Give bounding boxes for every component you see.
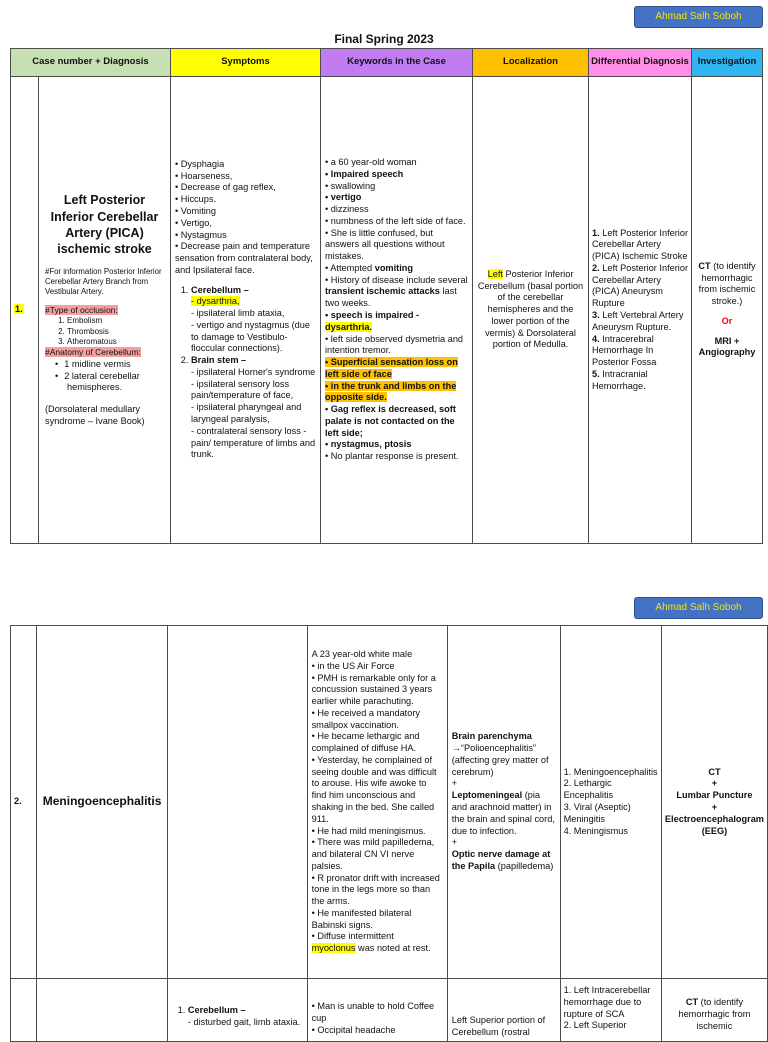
symptoms-cell xyxy=(167,979,307,1042)
occlusion-label: #Type of occlusion: xyxy=(45,304,118,315)
highlight-keyword: • in the trunk and limbs on the opposite side. xyxy=(325,380,457,403)
header-investigation: Investigation xyxy=(692,49,763,77)
anatomy-item: • 1 midline vermis xyxy=(67,359,164,371)
keyword-item: • dizziness xyxy=(325,204,369,215)
keyword-item: • Gag reflex is decreased, soft palate is not contacted on the left side; xyxy=(325,404,456,438)
symptom-sections xyxy=(175,285,316,461)
header-case-diagnosis: Case number + Diagnosis xyxy=(11,49,171,77)
loc-plus: + xyxy=(451,837,458,848)
keyword-item: • He became lethargic and complained of diffuse HA. xyxy=(311,731,420,754)
occlusion-list xyxy=(45,316,164,347)
diagnosis-cell xyxy=(36,626,167,979)
differential-item: 4. Intracerebral Hemorrhage In Posterior Fossa xyxy=(592,333,657,368)
localization-cell xyxy=(447,626,560,979)
differential-item: 1. Left Intracerebellar hemorrhage due to rupture of SCA xyxy=(563,985,651,1019)
differential-item: 3. Viral (Aseptic) Meningitis xyxy=(563,802,631,824)
section-title: Cerebellum – xyxy=(191,284,249,295)
header-differential: Differential Diagnosis xyxy=(589,49,692,77)
differential-cell xyxy=(560,626,661,979)
symptom-item: • Vomiting xyxy=(175,205,217,216)
localization-text: Left Superior portion of Cerebellum (rostral xyxy=(451,1015,546,1037)
loc-plus: + xyxy=(451,778,458,789)
keyword-item: • He had mild meningismus. xyxy=(311,825,426,836)
differential-item: 3. Left Vertebral Artery Aneurysm Rupture. xyxy=(592,310,684,332)
keyword-item: • nystagmus, ptosis xyxy=(325,439,412,450)
symptoms-cell xyxy=(167,626,307,979)
keywords-cell xyxy=(307,626,447,979)
case-row-1 xyxy=(11,77,763,544)
info-note: #For information Posterior Inferior Cerebellar Artery Branch from Vestibular Artery. xyxy=(45,267,162,296)
occlusion-item: 1. Embolism xyxy=(67,316,164,326)
symptom-section-brainstem xyxy=(191,355,316,461)
keyword-item: • Yesterday, he complained of seeing double and was difficult to arouse. His wife awoke to find him unconscious and shaking in the bed. She called 911. xyxy=(311,754,437,824)
keyword-item: • Diffuse intermittent myoclonus was noted at rest. xyxy=(311,931,431,954)
investigation-ct: CT (to identify hemorrhagic from ischemic stroke.) xyxy=(698,260,756,307)
header-localization: Localization xyxy=(473,49,589,77)
keyword-item: • Impaired speech xyxy=(325,168,404,179)
investigation-item: CT xyxy=(708,766,721,777)
differential-item: 1. Left Posterior Inferior Cerebellar Artery (PICA) Ischemic Stroke xyxy=(592,227,689,262)
investigation-cell xyxy=(692,77,763,544)
highlight-dysarthria: dysarthria. xyxy=(325,321,372,332)
syndrome-note: (Dorsolateral medullary syndrome – Ivane Book) xyxy=(45,404,145,426)
case-table-1 xyxy=(10,48,763,544)
keyword-item: • Attempted vomiting xyxy=(325,262,413,273)
symptom-line: - ipsilateral limb ataxia, xyxy=(191,308,285,319)
loc-lepto: Leptomeningeal (pia and arachnoid matter) in the brain and spinal cord, due to infection. xyxy=(451,790,555,836)
page-title: Final Spring 2023 xyxy=(334,32,434,46)
keyword-item: • speech is impaired - dysarthria. xyxy=(325,310,420,332)
investigation-item: Electroencephalogram (EEG) xyxy=(664,813,764,836)
keywords-cell xyxy=(321,77,473,544)
investigation-item: + xyxy=(711,802,718,812)
differential-item: 5. Intracranial Hemorrhage. xyxy=(592,368,648,391)
symptom-item: • Hoarseness, xyxy=(175,170,233,181)
section-title: Brain stem – xyxy=(191,355,247,366)
diagnosis-cell xyxy=(39,77,171,544)
case-table-2 xyxy=(10,625,768,1042)
keyword-item: • Man is unable to hold Coffee cup xyxy=(311,1001,435,1023)
symptom-section-cerebellum xyxy=(191,285,316,356)
header-keywords: Keywords in the Case xyxy=(321,49,473,77)
differential-item: 2. Lethargic Encephalitis xyxy=(563,778,614,801)
keywords-cell xyxy=(307,979,447,1042)
differential-cell xyxy=(589,77,692,544)
symptom-line: - ipsilateral sensory loss pain/temperature of face, xyxy=(191,378,294,401)
investigation-or: Or xyxy=(721,315,733,326)
investigation-item: Lumbar Puncture xyxy=(676,790,753,801)
localization-cell xyxy=(473,77,589,544)
symptom-item: • Vertigo, xyxy=(175,217,212,228)
anatomy-label: #Anatomy of Cerebellum: xyxy=(45,347,141,358)
case-row-3 xyxy=(11,979,768,1042)
investigation-ct: CT (to identify hemorrhagic from ischemic xyxy=(678,997,751,1031)
highlight-dysarthria: - dysarthria, xyxy=(191,296,240,307)
symptom-item: • Nystagmus xyxy=(175,229,227,240)
symptoms-cell xyxy=(171,77,321,544)
keyword-item: A 23 year-old white male xyxy=(311,649,413,660)
localization-text: Posterior Inferior Cerebellum (basal portion of the cerebellar hemispheres and the lower portion of the vermis) & Dorsolateral portion of Medulla. xyxy=(477,268,584,350)
occlusion-item: 2. Thrombosis xyxy=(67,327,164,337)
symptom-line: - ipsilateral Horner's syndrome xyxy=(191,366,316,377)
symptom-section-cerebellum xyxy=(188,1005,303,1029)
keyword-item: • vertigo xyxy=(325,192,362,203)
differential-item: 2. Left Posterior Inferior Cerebellar Artery (PICA) Aneurysm Rupture xyxy=(592,262,689,309)
case-number-cell xyxy=(11,77,39,544)
differential-item: 1. Meningoencephalitis xyxy=(563,766,658,777)
keyword-item: • History of disease include several transient ischemic attacks last two weeks. xyxy=(325,274,468,309)
highlight-keyword: • Superficial sensation loss on left side of face xyxy=(325,357,458,379)
header-symptoms: Symptoms xyxy=(171,49,321,77)
localization-highlight: Left xyxy=(487,268,503,279)
author-badge: Ahmad Salh Soboh xyxy=(634,6,763,28)
keyword-item: • He manifested bilateral Babinski signs. xyxy=(311,907,412,930)
keyword-item: • swallowing xyxy=(325,180,376,191)
keyword-item: • R pronator drift with increased tone in the legs more so than the arms. xyxy=(311,872,440,907)
case-number-cell xyxy=(11,979,37,1042)
section-title: Cerebellum – xyxy=(187,1005,246,1015)
case-number-cell: 2. xyxy=(11,626,37,979)
loc-brain-desc: →“Polioencephalitis” (affecting grey matter of cerebrum) xyxy=(451,743,549,777)
symptom-item: • Decrease of gag reflex, xyxy=(175,182,276,193)
keyword-item: • numbness of the left side of face. xyxy=(325,215,466,226)
anatomy-item: • 2 lateral cerebellar hemispheres. xyxy=(67,371,164,395)
keyword-item: • There was mild papilledema, and bilateral CN VI nerve palsies. xyxy=(311,837,435,871)
symptom-line: - vertigo and nystagmus (due to damage to Vestibulo-floccular connections). xyxy=(191,319,310,354)
case-number: 1. xyxy=(15,304,23,315)
differential-cell xyxy=(560,979,661,1042)
keyword-item: • PMH is remarkable only for a concussion sustained 3 years earlier while parachuting. xyxy=(311,672,436,707)
highlight-myoclonus: myoclonus xyxy=(311,943,356,954)
investigation-item: + xyxy=(711,778,718,789)
keyword-item: • Occipital headache xyxy=(311,1024,396,1035)
investigation-mri: MRI + Angiography xyxy=(698,335,756,358)
keyword-item: • She is little confused, but answers all questions without mistakes. xyxy=(325,227,445,262)
investigation-cell xyxy=(661,979,767,1042)
keyword-item: • in the US Air Force xyxy=(311,660,395,671)
localization-cell xyxy=(447,979,560,1042)
keyword-item: • No plantar response is present. xyxy=(325,451,459,462)
author-badge-2: Ahmad Salh Soboh xyxy=(634,597,763,619)
keyword-item: • left side observed dysmetria and intention tremor. xyxy=(325,333,464,356)
investigation-cell xyxy=(661,626,767,979)
diagnosis-title: Left Posterior Inferior Cerebellar Artery (PICA) ischemic stroke xyxy=(50,193,159,257)
differential-item: 2. Left Superior xyxy=(563,1020,627,1031)
symptom-item: • Decrease pain and temperature sensation from contralateral body, and Ipsilateral face. xyxy=(175,241,313,275)
diagnosis-title: Meningoencephalitis xyxy=(42,794,162,809)
diagnosis-cell xyxy=(36,979,167,1042)
case-row-2 xyxy=(11,626,768,979)
anatomy-list xyxy=(45,359,164,394)
symptom-line: - contralateral sensory loss - pain/ temperature of limbs and trunk. xyxy=(191,425,316,460)
symptom-item: • Hiccups. xyxy=(175,194,216,205)
symptom-line: - ipsilateral pharyngeal and laryngeal paralysis, xyxy=(191,402,302,424)
occlusion-item: 3. Atheromatous xyxy=(67,337,164,347)
loc-optic: Optic nerve damage at the Papila (papilledema) xyxy=(451,849,554,871)
symptom-line: - disturbed gait, limb ataxia. xyxy=(187,1016,301,1027)
symptom-item: • Dysphagia xyxy=(175,158,225,169)
differential-item: 4. Meningismus xyxy=(563,825,628,836)
loc-brain-title: Brain parenchyma xyxy=(451,731,532,742)
keyword-item: • He received a mandatory smallpox vaccination. xyxy=(311,707,420,730)
keyword-item: • a 60 year-old woman xyxy=(325,157,417,168)
